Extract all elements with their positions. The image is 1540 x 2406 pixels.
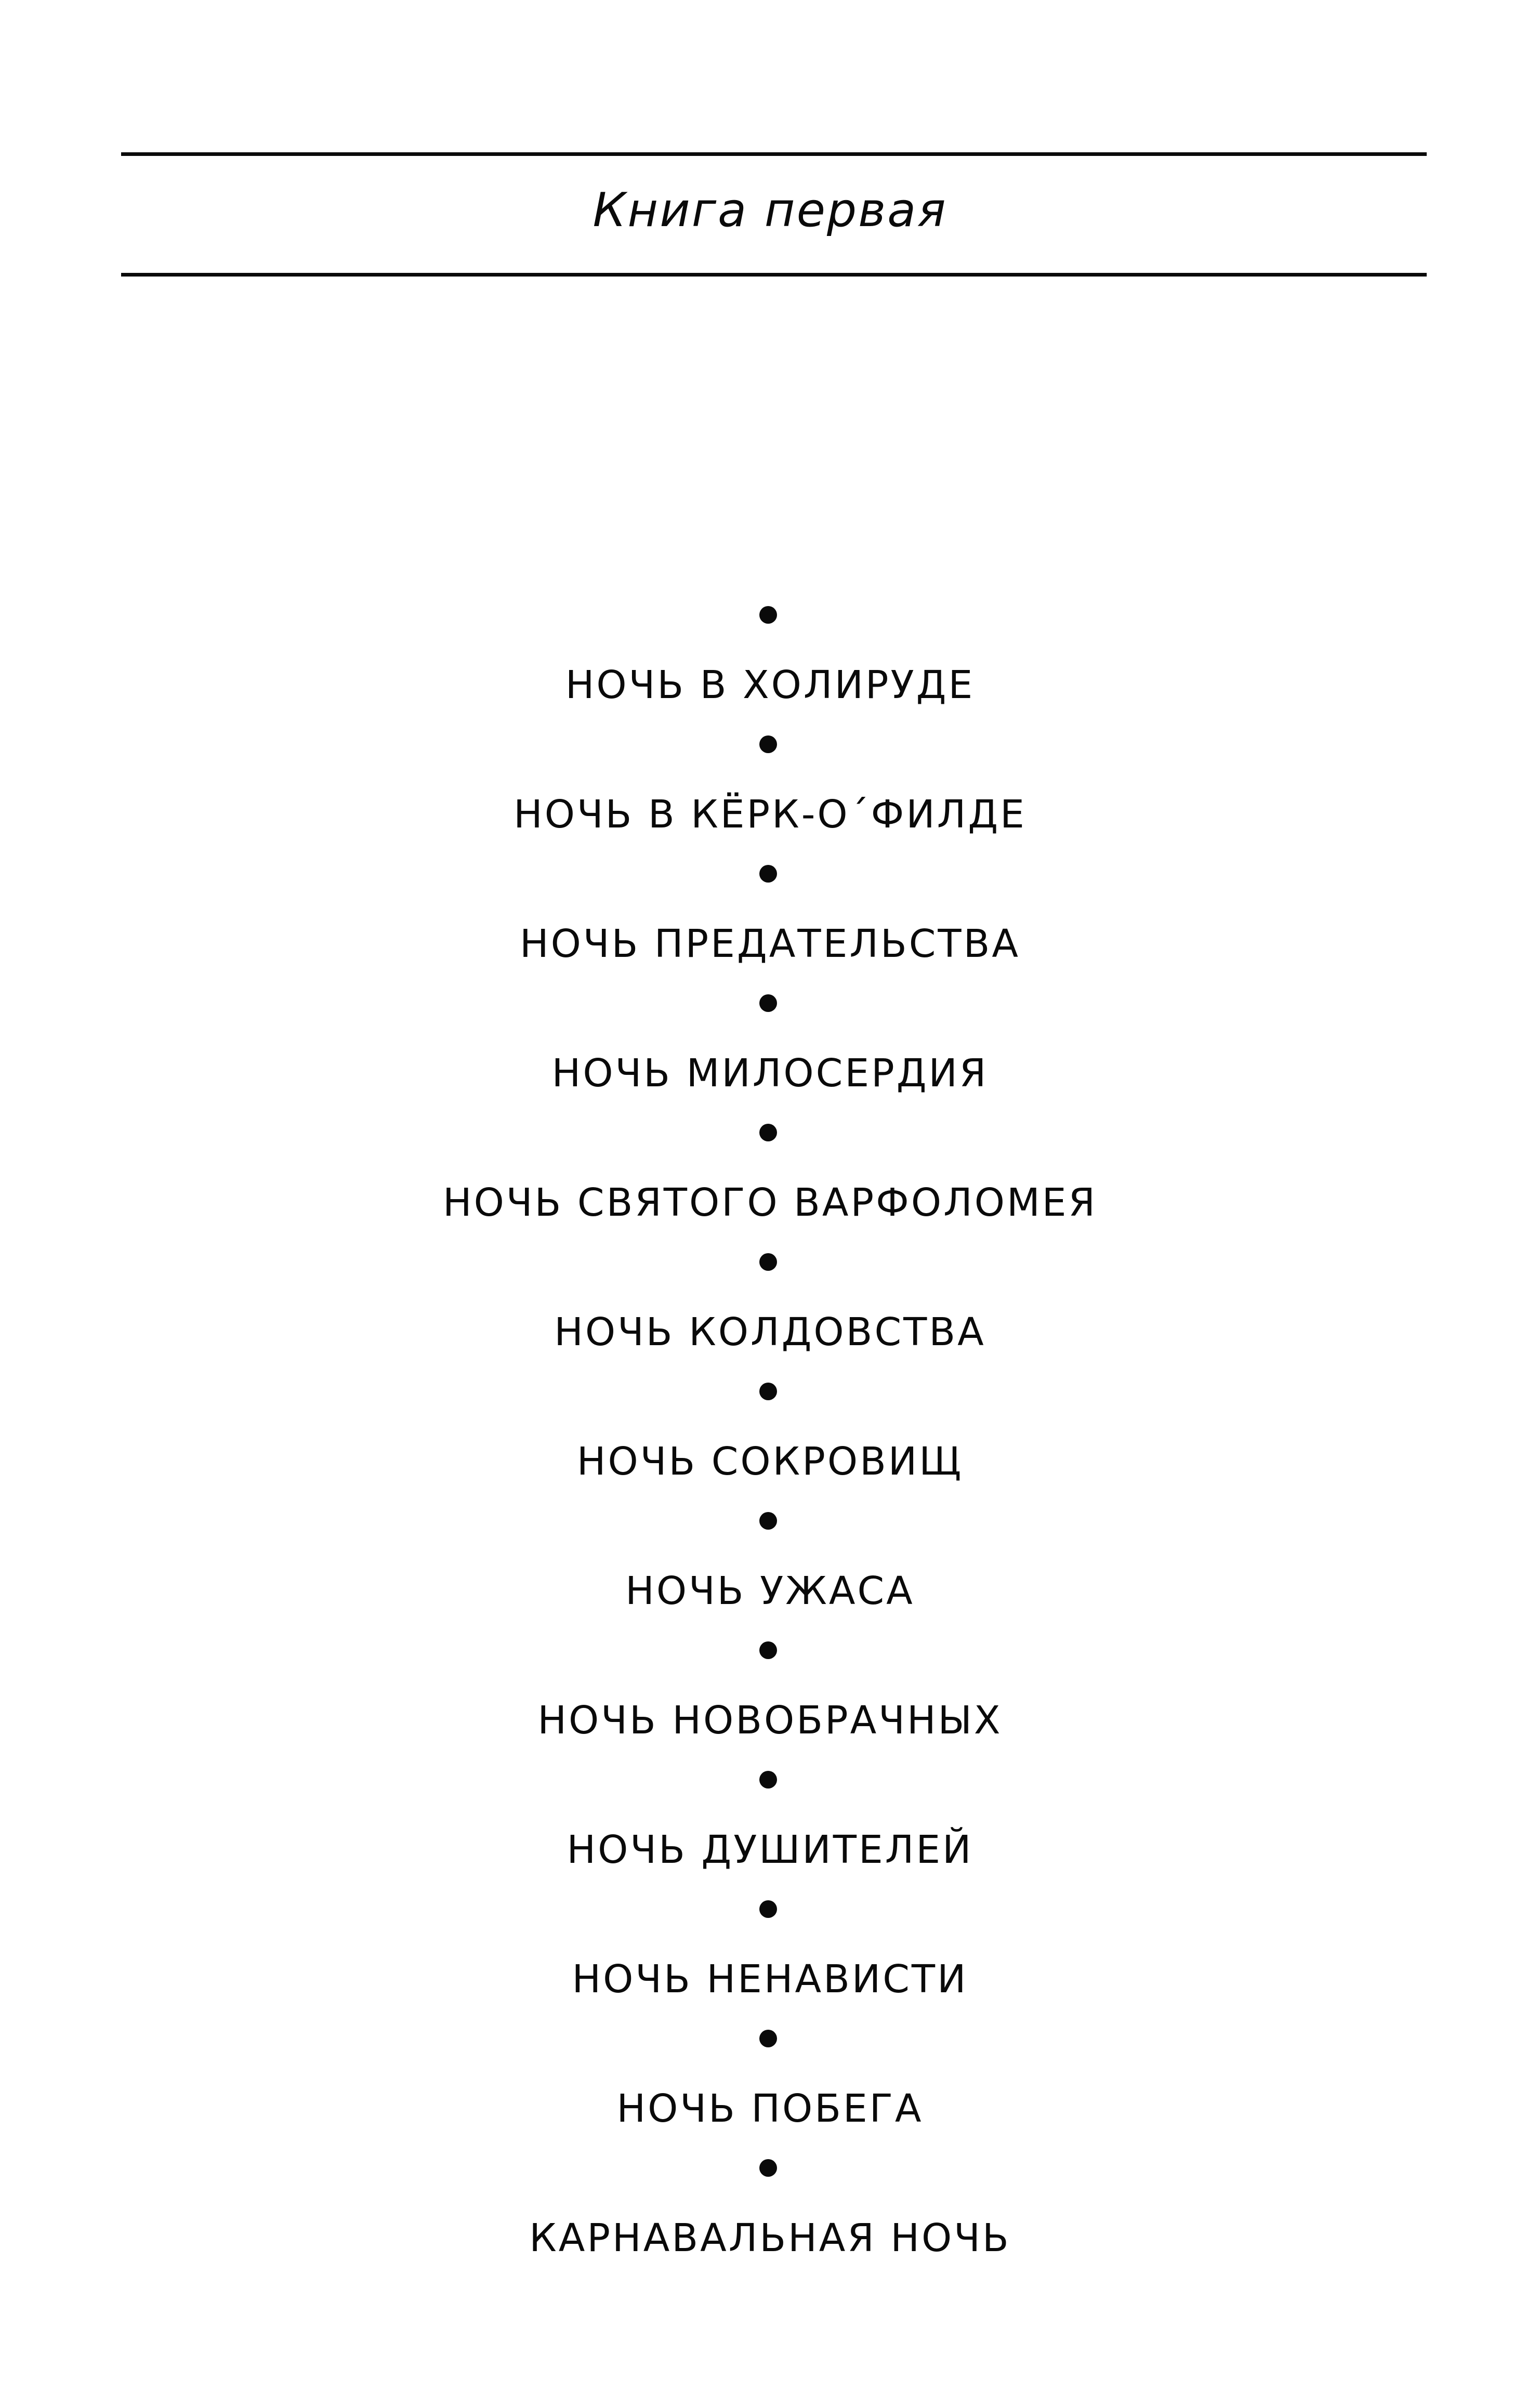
bullet-icon — [759, 865, 777, 883]
bullet-icon — [759, 2159, 777, 2177]
toc-entry-title: НОЧЬ МИЛОСЕРДИЯ — [551, 1051, 989, 1096]
bullet-icon — [759, 1771, 777, 1789]
toc-entry-title: НОЧЬ ПРЕДАТЕЛЬСТВА — [520, 922, 1020, 966]
toc-entry — [0, 1628, 1540, 1757]
toc-entry-title: НОЧЬ НОВОБРАЧНЫХ — [537, 1698, 1003, 1743]
toc-entry — [0, 851, 1540, 981]
bullet-icon — [759, 1383, 777, 1400]
toc-entry — [0, 1240, 1540, 1369]
toc-entry-title: НОЧЬ В КЁРК-О´ФИЛДЕ — [514, 792, 1026, 837]
toc-entry-title: НОЧЬ НЕНАВИСТИ — [572, 1957, 968, 2002]
bullet-icon — [759, 994, 777, 1012]
toc-entry — [0, 593, 1540, 722]
toc-entry — [0, 1498, 1540, 1628]
toc-entry-title: КАРНАВАЛЬНАЯ НОЧЬ — [529, 2216, 1011, 2260]
toc-entry — [0, 722, 1540, 851]
toc-entry — [0, 2146, 1540, 2275]
bullet-icon — [759, 1253, 777, 1271]
bullet-icon — [759, 2030, 777, 2047]
toc-entry-title: НОЧЬ В ХОЛИРУДЕ — [565, 663, 975, 707]
book-title: Книга первая — [593, 183, 947, 238]
table-of-contents — [0, 593, 1540, 2275]
toc-entry — [0, 1887, 1540, 2016]
toc-entry-title: НОЧЬ ДУШИТЕЛЕЙ — [567, 1827, 973, 1872]
bullet-icon — [759, 1900, 777, 1918]
toc-entry — [0, 1369, 1540, 1498]
bullet-icon — [759, 1641, 777, 1659]
bullet-icon — [759, 606, 777, 624]
toc-entry-title: НОЧЬ СОКРОВИЩ — [576, 1439, 964, 1484]
bullet-icon — [759, 1512, 777, 1530]
toc-entry-title: НОЧЬ ПОБЕГА — [616, 2086, 924, 2131]
toc-entry — [0, 1757, 1540, 1887]
toc-entry — [0, 981, 1540, 1110]
bullet-icon — [759, 735, 777, 753]
toc-entry — [0, 1110, 1540, 1240]
toc-entry-title: НОЧЬ КОЛДОВСТВА — [554, 1310, 986, 1355]
toc-entry-title: НОЧЬ СВЯТОГО ВАРФОЛОМЕЯ — [443, 1180, 1097, 1225]
bullet-icon — [759, 1124, 777, 1141]
toc-entry-title: НОЧЬ УЖАСА — [625, 1569, 915, 1613]
top-rule — [121, 152, 1427, 156]
bottom-rule — [121, 273, 1427, 277]
toc-entry — [0, 2016, 1540, 2146]
